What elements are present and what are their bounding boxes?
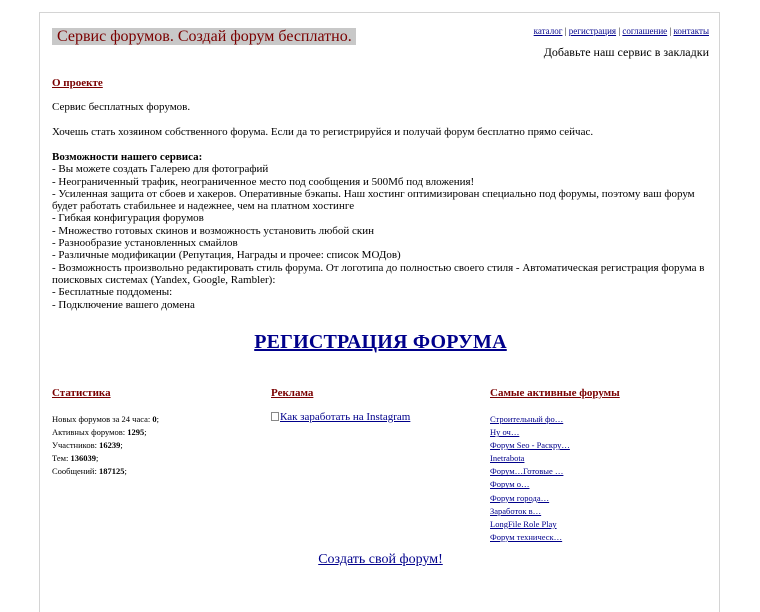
stats-row: Участников: 16239; bbox=[52, 439, 123, 450]
stats-row: Активных форумов: 1295; bbox=[52, 426, 147, 437]
feature-item: - Различные модификации (Репутация, Награды и прочее: список МОДов) bbox=[52, 249, 401, 262]
feature-item: - Усиленная защита от сбоев и хакеров. Оперативные бэкапы. Наш хостинг оптимизирован специально под форумы, поэтому ваш форум будет работать стабильнее и надежнее, чем на платном хостинге bbox=[52, 187, 695, 213]
active-forum-link[interactable]: Строительный фо… bbox=[490, 414, 564, 424]
feature-item: - Множество готовых скинов и возможность установить любой скин bbox=[52, 224, 375, 237]
active-forum-link[interactable]: Форум о… bbox=[490, 479, 530, 490]
active-forum-link[interactable]: Заработок в… bbox=[490, 505, 542, 516]
stats-heading: Статистика bbox=[52, 387, 111, 399]
nav-link-registration[interactable]: регистрация bbox=[568, 26, 617, 36]
active-forum-link[interactable]: Ну оч… bbox=[490, 427, 520, 438]
broken-image-icon bbox=[271, 412, 279, 421]
feature-item: - Неограниченный трафик, неограниченное место под сообщения и 500Мб под вложения! bbox=[52, 175, 475, 188]
feature-item: - Вы можете создать Галерею для фотографий bbox=[52, 163, 269, 176]
top-nav: каталог | регистрация | соглашение | контакты bbox=[533, 26, 709, 36]
active-forums-heading: Самые активные форумы bbox=[490, 387, 620, 399]
feature-item: - Гибкая конфигурация форумов bbox=[52, 212, 204, 225]
ad-link[interactable]: Как заработать на Instagram bbox=[271, 411, 410, 423]
active-forum-link[interactable]: Форум города… bbox=[490, 492, 550, 503]
nav-link-agreement[interactable]: соглашение bbox=[622, 26, 668, 36]
active-forum-link[interactable]: Форум…Готовые … bbox=[490, 466, 564, 477]
register-forum-link[interactable]: РЕГИСТРАЦИЯ ФОРУМА bbox=[254, 331, 507, 353]
stats-row: Сообщений: 187125; bbox=[52, 465, 127, 476]
stats-row: Новых форумов за 24 часа: 0; bbox=[52, 414, 159, 424]
stats-list bbox=[52, 413, 159, 478]
feature-item: - Возможность произвольно редактировать стиль форума. От логотипа до полностью своего стиля - Автоматическая регистрация форума в поисковых системах (Yandex, Google, Rambler): bbox=[52, 261, 705, 286]
site-title: Сервис форумов. Создай форум бесплатно. bbox=[52, 28, 356, 45]
about-heading: О проекте bbox=[52, 77, 103, 89]
feature-item: - Бесплатные поддомены: bbox=[52, 286, 173, 299]
about-intro: Сервис бесплатных форумов. bbox=[52, 101, 191, 113]
page-container bbox=[39, 12, 720, 612]
create-forum-link[interactable]: Создать свой форум! bbox=[318, 552, 443, 567]
active-forum-link[interactable]: LongFile Role Play bbox=[490, 518, 557, 529]
features-block bbox=[52, 151, 712, 311]
feature-item: - Подключение вашего домена bbox=[52, 298, 195, 311]
stats-row: Тем: 136039; bbox=[52, 452, 99, 463]
about-cta: Хочешь стать хозяином собственного форума. Если да то регистрируйся и получай форум бесплатно прямо сейчас. bbox=[52, 126, 594, 138]
active-forums-list bbox=[490, 413, 570, 544]
bookmark-text: Добавьте наш сервис в закладки bbox=[543, 45, 709, 59]
active-forum-link[interactable]: Форум техническ… bbox=[490, 531, 563, 542]
ads-heading: Реклама bbox=[271, 387, 314, 399]
nav-link-catalog[interactable]: каталог bbox=[533, 26, 563, 36]
nav-link-contacts[interactable]: контакты bbox=[673, 26, 709, 36]
active-forum-link[interactable]: Форум Seo - Раскру… bbox=[490, 440, 570, 451]
feature-item: - Разнообразие установленных смайлов bbox=[52, 237, 238, 250]
features-title: Возможности нашего сервиса: bbox=[52, 151, 203, 163]
active-forum-link[interactable]: Inetrabota bbox=[490, 453, 525, 464]
